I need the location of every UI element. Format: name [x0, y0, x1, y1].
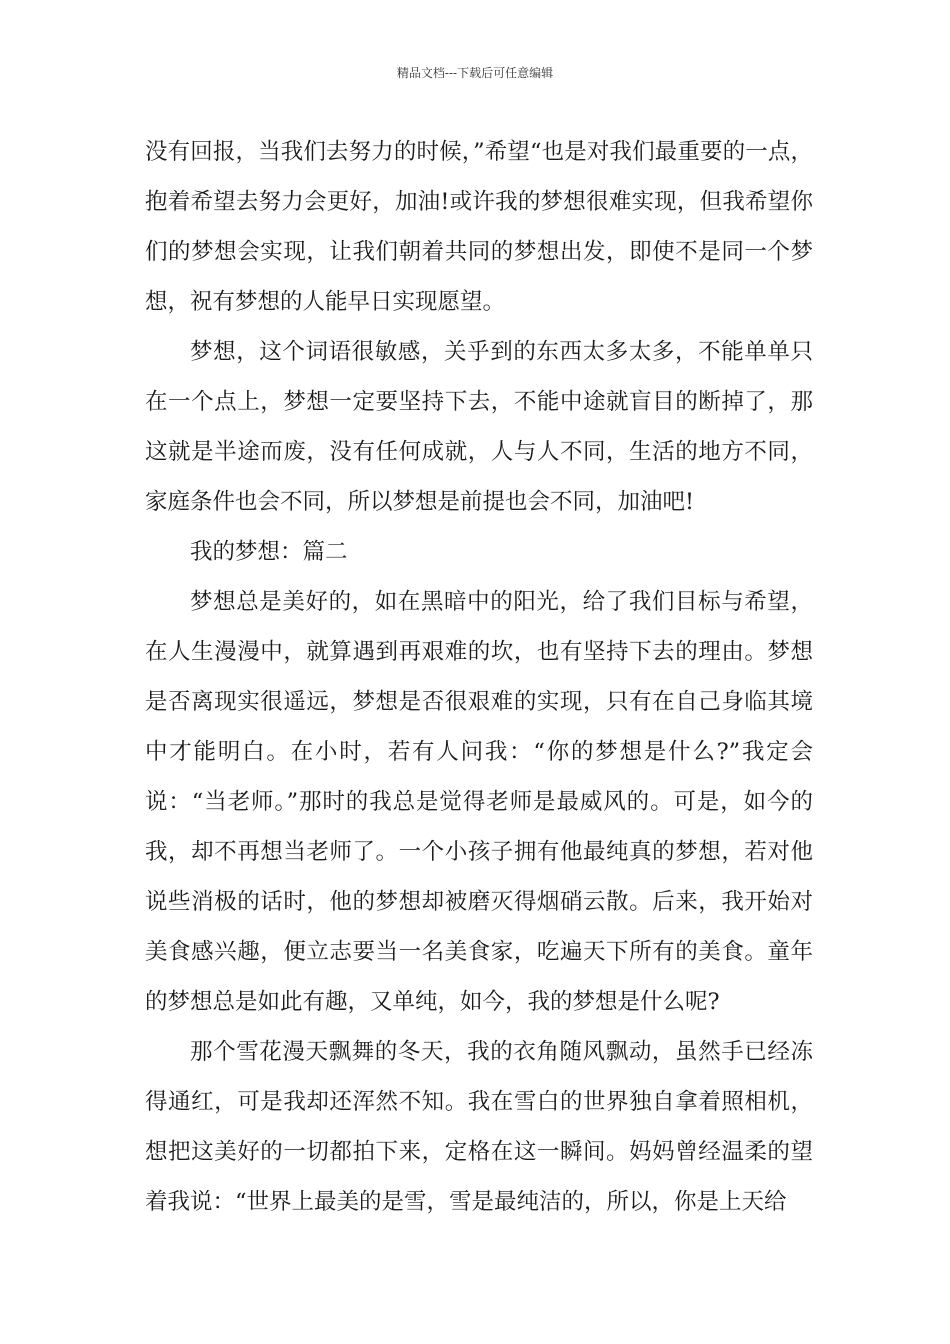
paragraph-1: 没有回报，当我们去努力的时候，”希望“也是对我们最重要的一点，抱着希望去努力会更好，加油!或许我的梦想很难实现，但我希望你们的梦想会实现，让我们朝着共同的梦想出发，即使不是同一个梦想，祝有梦想的人能早日实现愿望。	[145, 139, 813, 315]
paragraph-4: 那个雪花漫天飘舞的冬天，我的衣角随风飘动，虽然手已经冻得通红，可是我却还浑然不知。我在雪白的世界独自拿着照相机，想把这美好的一切都拍下来，定格在这一瞬间。妈妈曾经温柔的望着我说：“世界上最美的是雪，雪是最纯洁的，所以，你是上天给	[145, 1039, 813, 1215]
paragraph-2: 梦想，这个词语很敏感，关乎到的东西太多太多，不能单单只在一个点上，梦想一定要坚持下去，不能中途就盲目的断掉了，那这就是半途而废，没有任何成就，人与人不同，生活的地方不同，家庭条件也会不同，所以梦想是前提也会不同，加油吧!	[145, 339, 813, 515]
page-header: 精品文档---下载后可任意编辑	[396, 66, 554, 80]
section-heading: 我的梦想：篇二	[190, 539, 348, 565]
document-body	[145, 127, 813, 1227]
paragraph-3: 梦想总是美好的，如在黑暗中的阳光，给了我们目标与希望，在人生漫漫中，就算遇到再艰难的坎，也有坚持下去的理由。梦想是否离现实很遥远，梦想是否很艰难的实现，只有在自己身临其境中才能明白。在小时，若有人问我：“你的梦想是什么?”我定会说：“当老师。”那时的我总是觉得老师是最威风的。可是，如今的我，却不再想当老师了。一个小孩子拥有他最纯真的梦想，若对他说些消极的话时，他的梦想却被磨灭得烟硝云散。后来，我开始对美食感兴趣，便立志要当一名美食家，吃遍天下所有的美食。童年的梦想总是如此有趣，又单纯，如今，我的梦想是什么呢?	[145, 589, 813, 1015]
